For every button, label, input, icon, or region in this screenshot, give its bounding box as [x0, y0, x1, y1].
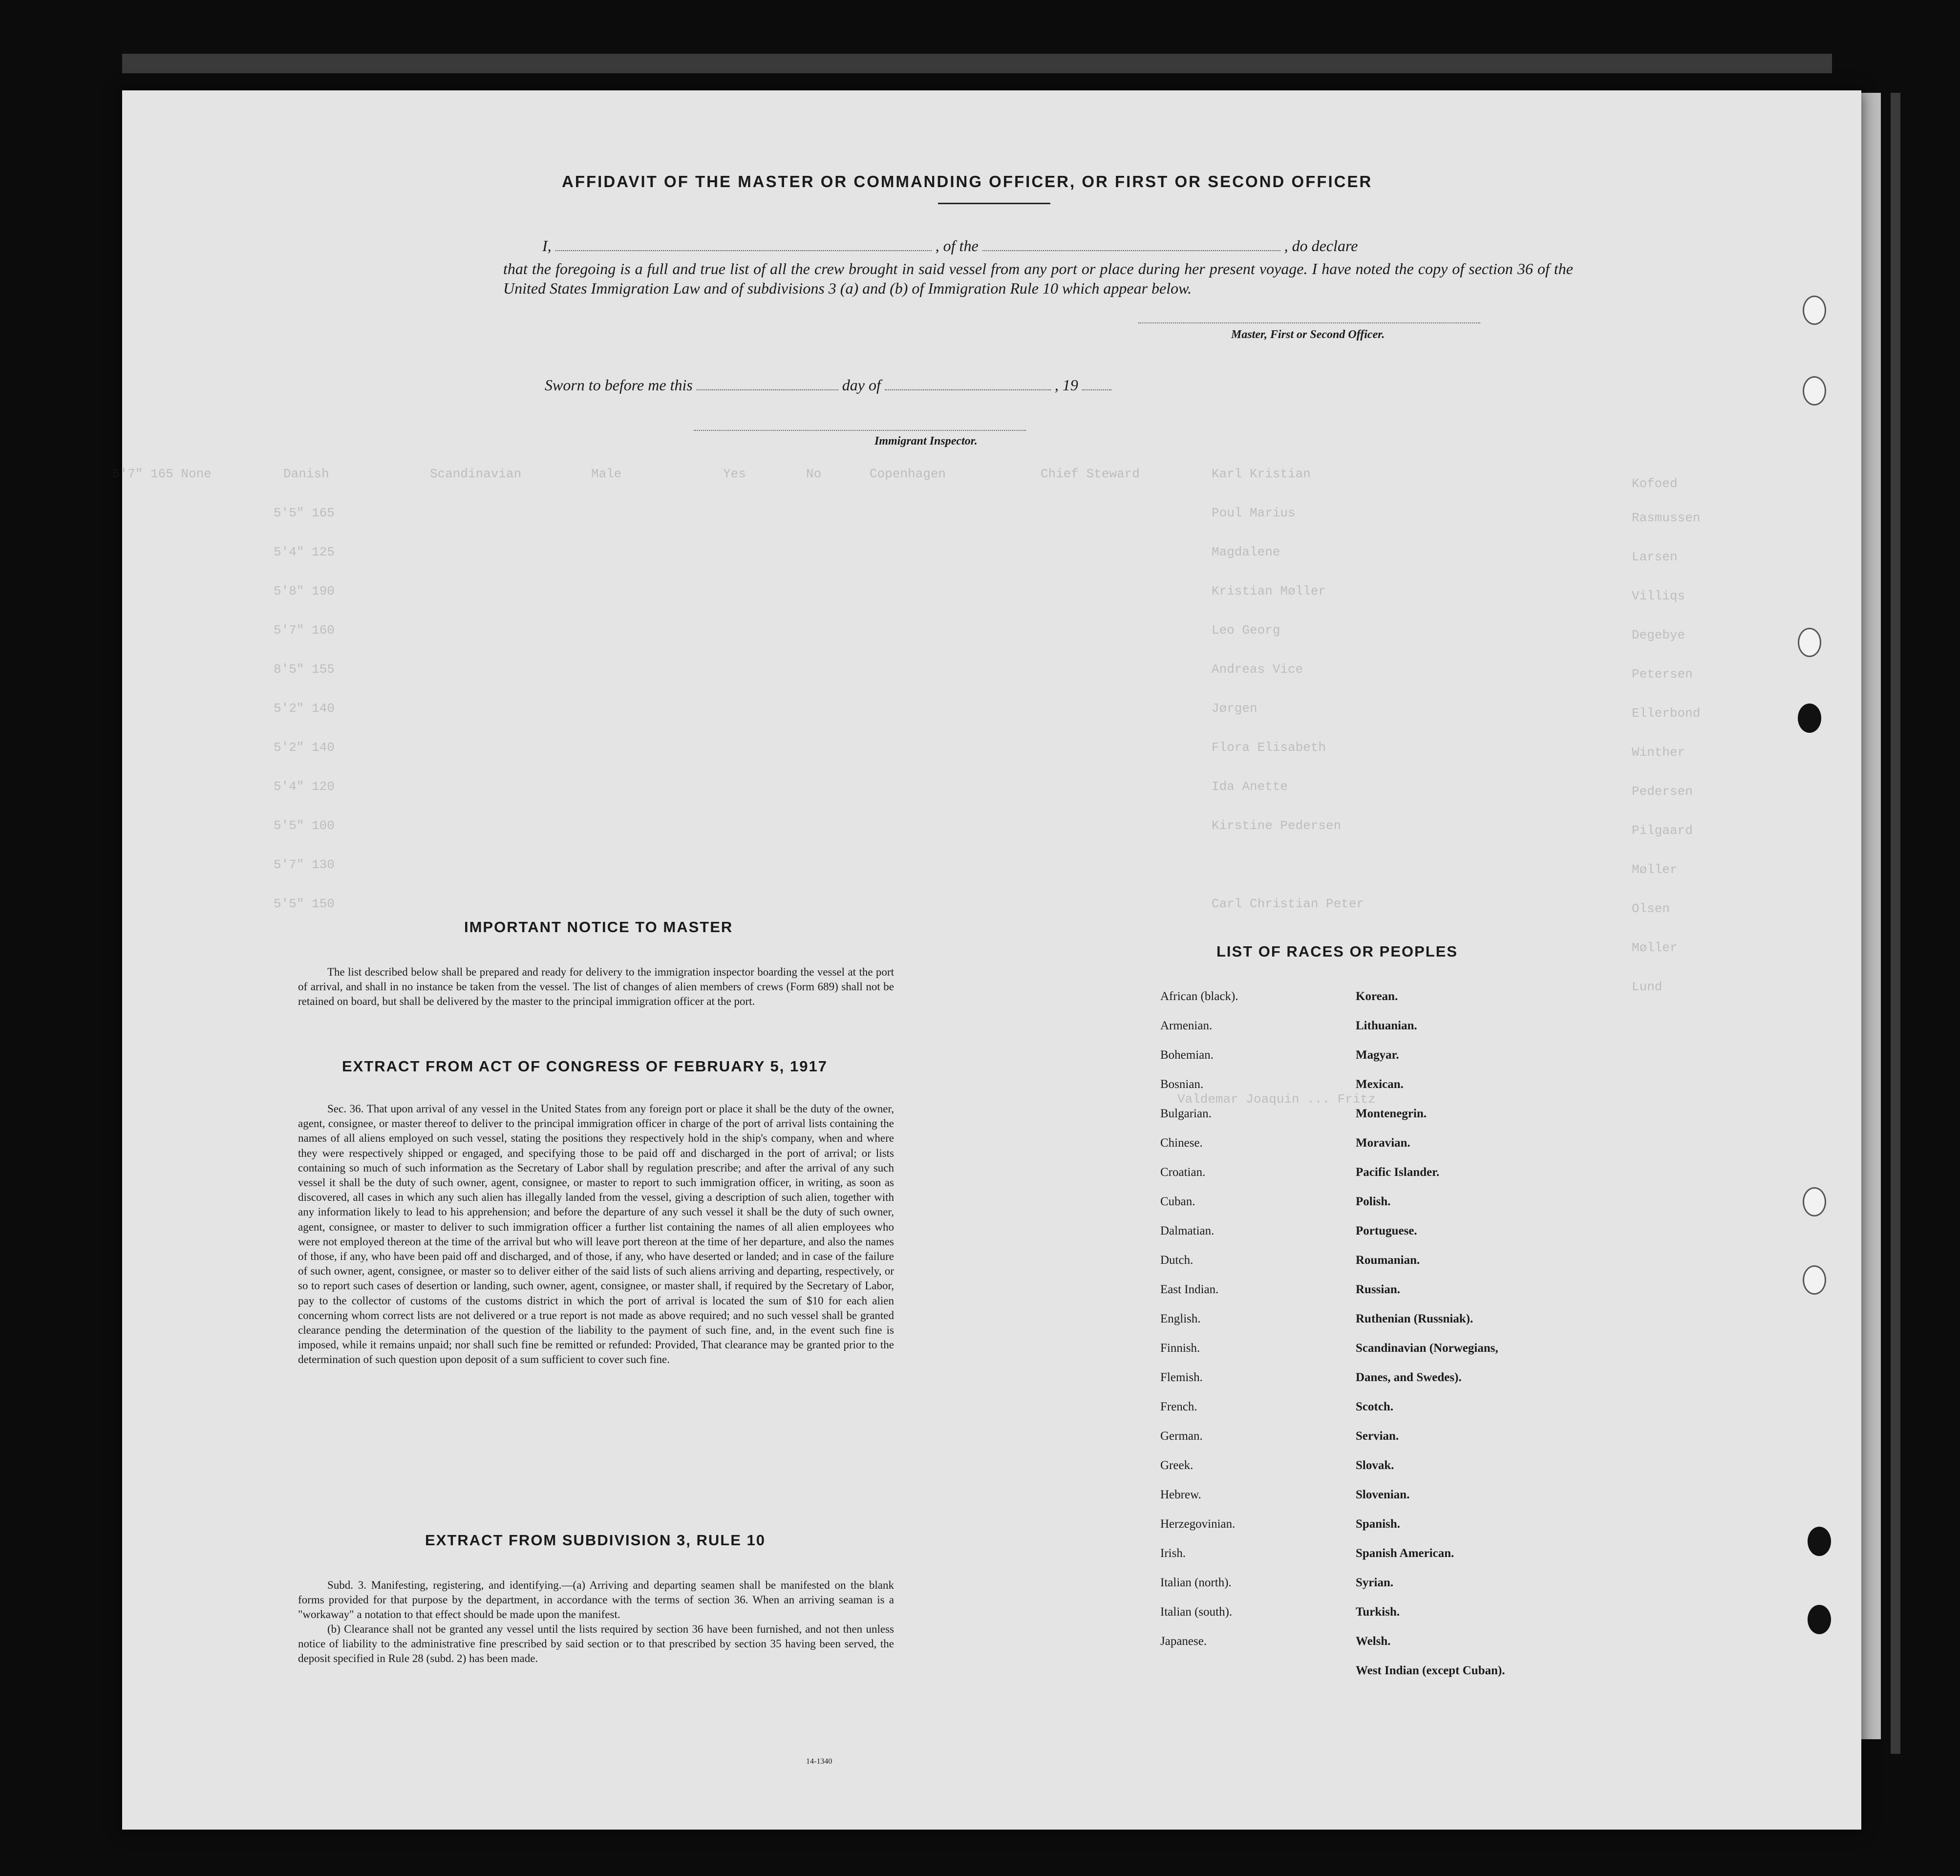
race-item: English. — [1160, 1312, 1201, 1325]
inspector-label: Immigrant Inspector. — [874, 435, 978, 448]
race-item: Servian. — [1356, 1429, 1399, 1443]
race-item: Slovak. — [1356, 1459, 1394, 1472]
race-item: Greek. — [1160, 1459, 1193, 1472]
race-item: Spanish. — [1356, 1517, 1401, 1531]
race-item: Pacific Islander. — [1356, 1166, 1440, 1179]
race-item: Herzegovinian. — [1160, 1517, 1236, 1531]
punch-hole — [1803, 1187, 1826, 1216]
race-item: Finnish. — [1160, 1342, 1200, 1355]
punch-hole — [1808, 1527, 1831, 1556]
sworn-line — [545, 376, 1111, 394]
race-item: Moravian. — [1356, 1136, 1410, 1150]
race-item: Roumanian. — [1356, 1254, 1420, 1267]
race-item: Japanese. — [1160, 1635, 1207, 1648]
race-item: Bosnian. — [1160, 1078, 1204, 1091]
race-item: Irish. — [1160, 1547, 1186, 1560]
race-item: Spanish American. — [1356, 1547, 1454, 1560]
race-item: Polish. — [1356, 1195, 1391, 1208]
race-item: Italian (south). — [1160, 1605, 1233, 1619]
race-item: Dalmatian. — [1160, 1224, 1214, 1237]
signature-line[interactable] — [1138, 322, 1480, 323]
sworn-day-of-label: day of — [842, 376, 881, 394]
inspector-signature-line[interactable] — [694, 430, 1026, 431]
sworn-month-field[interactable] — [885, 389, 1051, 390]
race-item: Croatian. — [1160, 1166, 1206, 1179]
sworn-year-label: , 19 — [1054, 376, 1078, 394]
punch-hole — [1803, 296, 1826, 325]
affidavit-body: that the foregoing is a full and true list of all the crew brought in said vessel from any port or place during her present voyage. I have noted the copy of section 36 of the United States Immigration Law and of subdivisions 3 (a) and (b) of Immigration Rule 10 which appear below. — [503, 260, 1573, 297]
races-title: LIST OF RACES OR PEOPLES — [1216, 943, 1458, 960]
rule-subdivision-a: Subd. 3. Manifesting, registering, and identifying.—(a) Arriving and departing seamen shall be manifested on the blank forms provided for that purpose by the department, in accordance with the terms of section 36. When an arriving seaman is a "workaway" a notation to that effect should be made upon the manifest. — [298, 1579, 894, 1620]
manifest-page: Kofoed Karl Kristian Chief Steward Rasmussen Poul Marius Larsen Magdalene Villiqs Kristian Møller Degebye Leo Georg Petersen Andreas Vice Ellerbond Jørgen Winther Flora Elisabeth Pedersen Ida Anette Pilgaard Kirstine Pedersen Møller Olsen Carl Christian Peter Møller Lund Valdemar Joaquin ... Fritz 5'7" 165 None Danish Scandinavian Male Yes No Copenhagen 5'5" 165 5'4" 125 5'8" 190 5'7" 160 8'5" 155 5'2" 140 5'2" 140 5'4" 120 5'5" 100 5'7" 130 5'5" 150 AFFIDAVIT OF THE MASTER OR COMMANDING OFFICER, OR FIRST OR SECOND OFFICER I, , of the , do declare that the foregoing is a full and true list of all the crew brought in said vessel from any port or place during her present voyage. I have noted the copy of section 36 of the United States Immigration Law and of subdivisions 3 (a) and (b) of Immigration Rule 10 which appear below. Master, First or Second Officer. Sworn to before me this day of , 19 Immigrant Inspector. IMPORTANT NOTICE TO MASTER The list described below shall be prepared and ready for delivery to the immigration inspector boarding the vessel at the port of arrival, and shall in no instance be taken from the vessel. The list of changes of alien members of crews (Form 689) shall not be retained on board, but shall be delivered by the master to the principal immigration officer at the port. EXTRACT FROM ACT OF CONGRESS OF FEBRUARY 5, 1917 Sec. 36. That upon arrival of any vessel in the United States from any foreign port or place it shall be the duty of the owner, agent, consignee, or master thereof to deliver to the principal immigration officer in charge of the port of arrival lists containing the names of all aliens employed on such vessel, stating the positions they respectively hold in the ship's company, when and where they were respectively shipped or engaged, and specifying those to be paid off and discharged in the port of arrival; or lists containing so much of such information as the Secretary of Labor shall by regulation prescribe; and after the arrival of any such vessel it shall be the duty of such owner, agent, consignee, or master to report to such immigration officer, in writing, as soon as discovered, all cases in which any such alien has illegally landed from the vessel, giving a description of such alien, together with any information likely to lead to his apprehension; and before the departure of any such vessel it shall be the duty of such owner, agent, consignee, or master to deliver to such immigration officer a further list containing the names of all alien employees who were not employed thereon at the time of the arrival but who will leave port thereon at the time of her departure, and also the names of those, if any, who have been paid off and discharged, and of those, if any, who have deserted or landed; and in case of the failure of such owner, agent, consignee, or master so to deliver either of the said lists of such aliens arriving and departing, respectively, or so to report such cases of desertion or landing, such owner, agent, consignee, or master shall, if required by the Secretary of Labor, pay to the collector of customs of the customs district in which the port of arrival is located the sum of $10 for each alien concerning whom correct lists are not delivered or a true report is not made as above required; and no such vessel shall be granted clearance pending the determination of the question of the liability to the payment of such fine, and, in the event such fine is imposed, while it remains unpaid; nor shall such fine be remitted or refunded: Provided, That clearance may be granted prior to the determination of such question upon deposit of a sum sufficient to cover such fine. EXTRACT FROM SUBDIVISION 3, RULE 10 Subd. 3. Manifesting, registering, and identifying.—(a) Arriving and departing seamen shall be manifested on the blank forms provided for that purpose by the department, in accordance with the terms of section 36. When an arriving seaman is a "workaway" a notation to that effect should be made upon the manifest. (b) Clearance shall not be granted any vessel until the lists required by section 36 have been furnished, and not then unless notice of liability to the administrative fine prescribed by said section or to that prescribed by section 35 having been served, the deposit specified in Rule 28 (subd. 2) has been made. 14-1340 LIST OF RACES OR PEOPLES African (black). Armenian. Bohemian. Bosnian. Bulgarian. Chinese. Croatian. Cuban. Dalmatian. Dutch. East Indian. English. Finnish. Flemish. French. German. Greek. Hebrew. Herzegovinian. Irish. Italian (north). Italian (south). Japanese. Korean. Lithuanian. Magyar. Mexican. Montenegrin. Moravian. Pacific Islander. Polish. Portuguese. Roumanian. Russian. Ruthenian (Russniak). Scandinavian (Norwegians, Danes, and Swedes). Scotch. Servian. Slovak. Slovenian. Spanish. Spanish American. Syrian. Turkish. Welsh. West Indian (except Cuban). — [122, 90, 1861, 1830]
punch-hole — [1798, 704, 1821, 733]
punch-hole — [1808, 1605, 1831, 1634]
background-edge-right — [1891, 93, 1900, 1754]
race-item: East Indian. — [1160, 1283, 1219, 1296]
affidavit-i-label: I, — [542, 237, 552, 255]
affidavit-of-the-label: , of the — [935, 237, 979, 255]
race-item: Scotch. — [1356, 1400, 1394, 1413]
race-item: Cuban. — [1160, 1195, 1195, 1208]
race-item: Lithuanian. — [1356, 1019, 1417, 1032]
race-item: Bohemian. — [1160, 1048, 1214, 1062]
notice-paragraph: The list described below shall be prepared and ready for delivery to the immigration inspector boarding the vessel at the port of arrival, and shall in no instance be taken from the vessel. The list of changes of alien members of crews (Form 689) shall not be retained on board, but shall be delivered by the master to the principal immigration officer at the port. — [298, 966, 894, 1007]
notice-text — [298, 965, 894, 1009]
master-name-field[interactable] — [555, 250, 932, 251]
affidavit-declare-label: , do declare — [1284, 237, 1358, 255]
race-item: French. — [1160, 1400, 1197, 1413]
race-item: Danes, and Swedes). — [1356, 1371, 1462, 1384]
race-item: Italian (north). — [1160, 1576, 1232, 1589]
race-item: Scandinavian (Norwegians, — [1356, 1342, 1498, 1355]
race-item: Turkish. — [1356, 1605, 1400, 1619]
race-item: Dutch. — [1160, 1254, 1193, 1267]
race-item: Portuguese. — [1356, 1224, 1417, 1237]
race-item: Bulgarian. — [1160, 1107, 1212, 1120]
form-number: 14-1340 — [806, 1757, 832, 1766]
affidavit-title: AFFIDAVIT OF THE MASTER OR COMMANDING OFFICER, OR FIRST OR SECOND OFFICER — [562, 172, 1373, 191]
rule-subdivision-b: (b) Clearance shall not be granted any vessel until the lists required by section 36 have been furnished, and not then unless notice of liability to the administrative fine prescribed by said section or to that prescribed by section 35 having been served, the deposit specified in Rule 28 (subd. 2) has been made. — [298, 1623, 894, 1664]
background-edge-top — [122, 54, 1832, 73]
sworn-day-field[interactable] — [697, 389, 838, 390]
act-text — [298, 1102, 894, 1367]
race-item: German. — [1160, 1429, 1203, 1443]
races-right-column — [1356, 982, 1505, 1685]
race-item: Montenegrin. — [1356, 1107, 1427, 1120]
race-item: Russian. — [1356, 1283, 1401, 1296]
race-item: Chinese. — [1160, 1136, 1203, 1150]
notice-title: IMPORTANT NOTICE TO MASTER — [464, 918, 733, 936]
race-item: Magyar. — [1356, 1048, 1399, 1062]
affidavit-declaration-line — [542, 237, 1358, 255]
race-item: African (black). — [1160, 990, 1238, 1003]
race-item: Slovenian. — [1356, 1488, 1410, 1501]
sworn-prefix: Sworn to before me this — [545, 376, 693, 394]
punch-hole — [1803, 376, 1826, 405]
race-item: Mexican. — [1356, 1078, 1404, 1091]
race-item: Syrian. — [1356, 1576, 1394, 1589]
rule-title: EXTRACT FROM SUBDIVISION 3, RULE 10 — [425, 1532, 766, 1549]
sworn-year-field[interactable] — [1082, 389, 1111, 390]
race-item: West Indian (except Cuban). — [1356, 1664, 1505, 1677]
punch-hole — [1798, 628, 1821, 657]
act-paragraph: Sec. 36. That upon arrival of any vessel in the United States from any foreign port or place it shall be the duty of the owner, agent, consignee, or master thereof to deliver to the principal immigration officer in charge of the port of arrival lists containing the names of all aliens employed on such vessel, stating the positions they respectively hold in the ship's company, when and where they were respectively shipped or engaged, and specifying those to be paid off and discharged in the port of arrival; or lists containing so much of such information as the Secretary of Labor shall by regulation prescribe; and after the arrival of any such vessel it shall be the duty of such owner, agent, consignee, or master to report to such immigration officer, in writing, as soon as discovered, all cases in which any such alien has illegally landed from the vessel, giving a description of such alien, together with any information likely to lead to his apprehension; and before the departure of any such vessel it shall be the duty of such owner, agent, consignee, or master to deliver to such immigration officer a further list containing the names of all alien employees who were not employed thereon at the time of the arrival but who will leave port thereon at the time of her departure, and also the names of those, if any, who have been paid off and discharged, and of those, if any, who have deserted or landed; and in case of the failure of such owner, agent, consignee, or master so to deliver either of the said lists of such aliens arriving and departing, respectively, or so to report such cases of desertion or landing, such owner, agent, consignee, or master shall, if required by the Secretary of Labor, pay to the collector of customs of the customs district in which the port of arrival is located the sum of $10 for each alien concerning whom correct lists are not delivered or a true report is not made as above required; and no such vessel shall be granted clearance pending the determination of the question of the liability to the payment of such fine, and, in the event such fine is imposed, while it remains unpaid; nor shall such fine be remitted or refunded: Provided, That clearance may be granted prior to the determination of such question upon deposit of a sum sufficient to cover such fine. — [298, 1103, 894, 1366]
race-item: Armenian. — [1160, 1019, 1213, 1032]
races-left-column — [1160, 982, 1238, 1656]
title-divider — [938, 203, 1050, 204]
race-item: Welsh. — [1356, 1635, 1391, 1648]
race-item: Hebrew. — [1160, 1488, 1201, 1501]
punch-hole — [1803, 1265, 1826, 1295]
race-item: Ruthenian (Russniak). — [1356, 1312, 1473, 1325]
act-title: EXTRACT FROM ACT OF CONGRESS OF FEBRUARY 5, 1917 — [342, 1058, 828, 1075]
race-item: Flemish. — [1160, 1371, 1203, 1384]
race-item: Korean. — [1356, 990, 1398, 1003]
signature-label: Master, First or Second Officer. — [1231, 328, 1385, 341]
rule-text — [298, 1578, 894, 1666]
vessel-name-field[interactable] — [982, 250, 1280, 251]
